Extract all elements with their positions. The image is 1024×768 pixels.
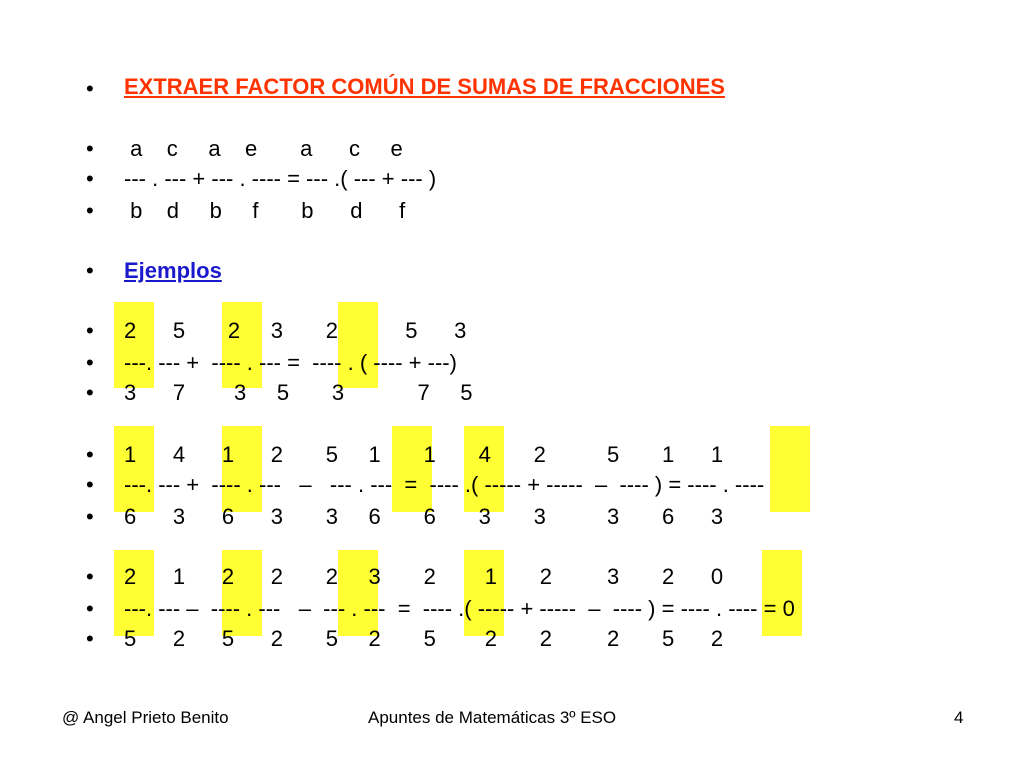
bullet: • [86, 596, 94, 621]
bullet: • [86, 258, 94, 283]
bullet: • [86, 166, 94, 191]
footer-author: @ Angel Prieto Benito [62, 708, 229, 727]
highlight [222, 550, 262, 636]
footer-page-number: 4 [954, 708, 964, 727]
highlight [464, 426, 504, 512]
example1-fractions: ---. --- + ---- . --- = ---- . ( ---- + ---) [124, 350, 457, 375]
highlight [770, 426, 810, 512]
bullet: • [86, 318, 94, 343]
highlight [222, 426, 262, 512]
highlight [392, 426, 432, 512]
bullet: • [86, 472, 94, 497]
bullet: • [86, 626, 94, 651]
example1-numerators: 2 5 2 3 2 5 3 [124, 318, 467, 343]
example2-fractions: ---. --- + ---- . --- – --- . --- = ---- .( ----- + ----- – ---- ) = ---- . ---- [124, 472, 765, 497]
formula-numerators: a c a e a c e [124, 136, 403, 161]
bullet: • [86, 564, 94, 589]
example2-denominators: 6 3 6 3 3 6 6 3 3 3 6 3 [124, 504, 724, 529]
formula-fractions: --- . --- + --- . ---- = --- .( --- + --- ) [124, 166, 437, 191]
bullet: • [86, 350, 94, 375]
example3-numerators: 2 1 2 2 2 3 2 1 2 3 2 0 [124, 564, 724, 589]
example2-numerators: 1 4 1 2 5 1 1 4 2 5 1 1 [124, 442, 724, 467]
formula-denominators: b d b f b d f [124, 198, 406, 223]
section-title: EXTRAER FACTOR COMÚN DE SUMAS DE FRACCIONES [124, 74, 725, 99]
highlight [762, 550, 802, 636]
highlight [338, 550, 378, 636]
example1-denominators: 3 7 3 5 3 7 5 [124, 380, 473, 405]
example3-fractions: ---. --- – ---- . --- – --- . --- = ---- .( ----- + ----- – ---- ) = ---- . ---- = 0 [124, 596, 795, 621]
bullet: • [86, 380, 94, 405]
bullet: • [86, 136, 94, 161]
highlight [114, 550, 154, 636]
highlight [114, 426, 154, 512]
footer-course: Apuntes de Matemáticas 3º ESO [368, 708, 617, 727]
example3-denominators: 5 2 5 2 5 2 5 2 2 2 5 2 [124, 626, 724, 651]
bullet: • [86, 76, 94, 101]
bullet: • [86, 442, 94, 467]
highlight [464, 550, 504, 636]
ejemplos-heading: Ejemplos [124, 258, 222, 283]
bullet: • [86, 198, 94, 223]
bullet: • [86, 504, 94, 529]
